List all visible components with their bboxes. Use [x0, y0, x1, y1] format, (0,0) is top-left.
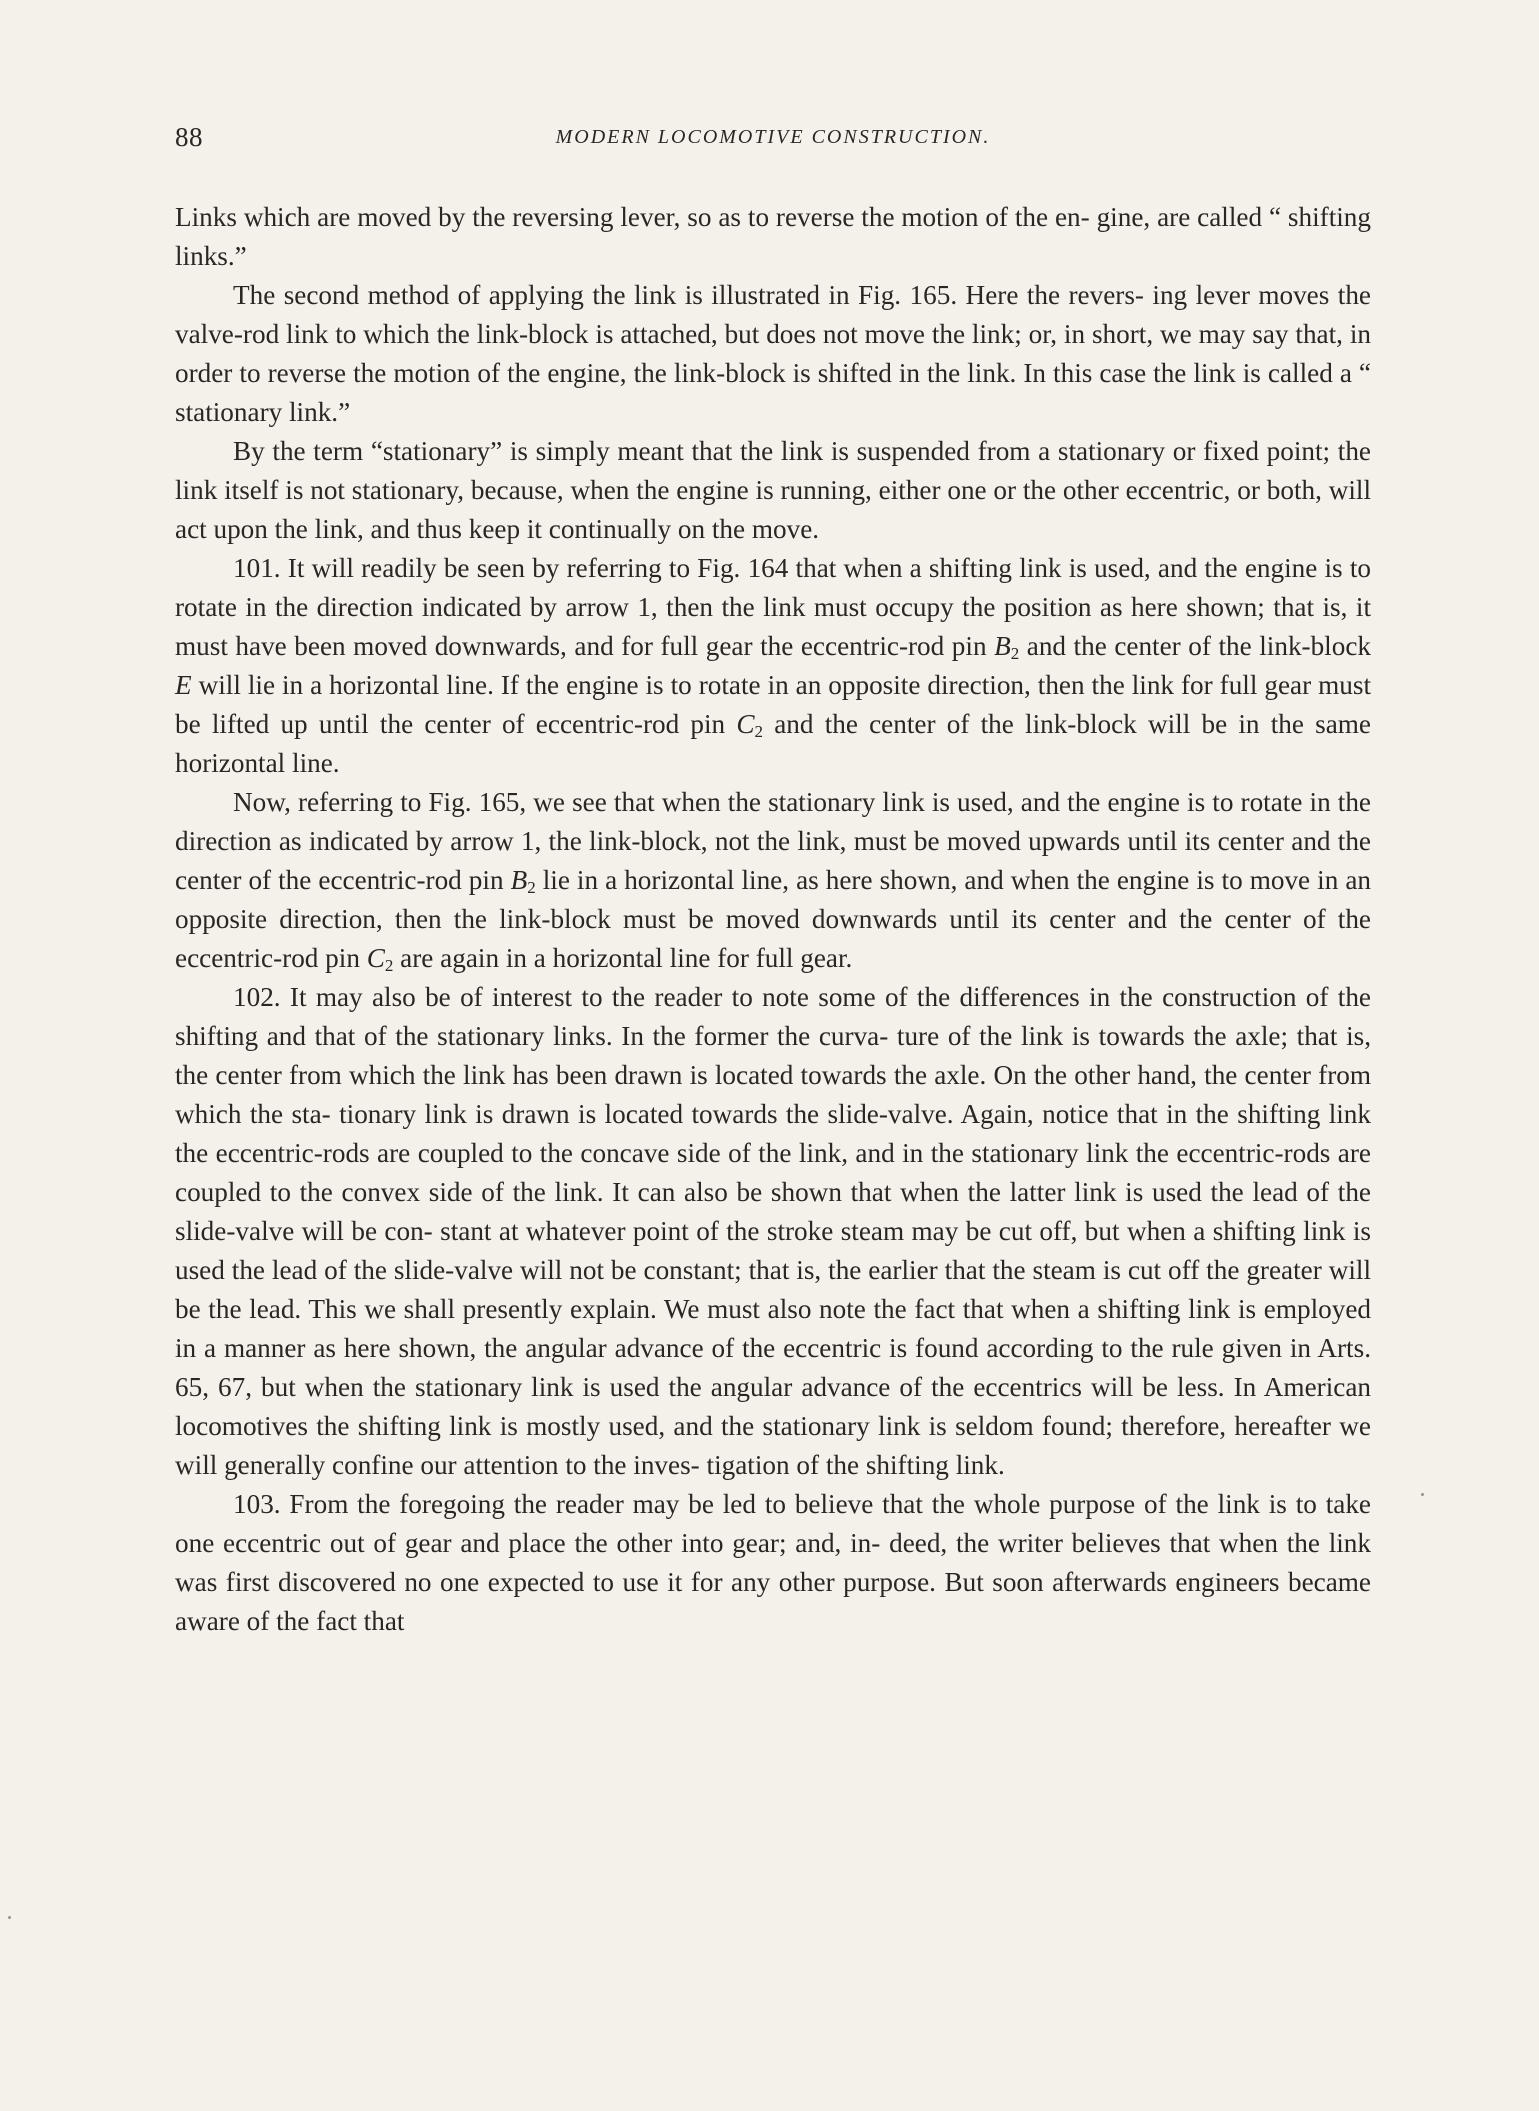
paragraph	[175, 978, 1371, 1485]
text-run: 102. It may also be of interest to the reader to note some of the differences in the construction of the shifting and that of the stationary links. In the former the curva- ture of the link is towards the axle; that is, the center from which the link has been drawn is located towards the axle. On the other hand, the center from which the sta- tionary link is drawn is located towards the slide-valve. Again, notice that in the shifting link the eccentric-rods are coupled to the concave side of the link, and in the stationary link the eccentric-rods are coupled to the convex side of the link. It can also be shown that when the latter link is used the lead of the slide-valve will be con- stant at whatever point of the stroke steam may be cut off, but when a shifting link is used the lead of the slide-valve will not be constant; that is, the earlier that the steam is cut off the greater will be the lead. This we shall presently explain. We must also note the fact that when a shifting link is employed in a manner as here shown, the angular advance of the eccentric is found according to the rule given in Arts. 65, 67, but when the stationary link is used the angular advance of the eccentrics will be less. In American locomotives the shifting link is mostly used, and the stationary link is seldom found; therefore, hereafter we will generally confine our attention to the inves- tigation of the shifting link.	[175, 982, 1371, 1480]
text-run: will lie in a horizontal line. If the engine is to rotate in an opposite direction, then the link for full gear must be lifted up until the center of eccentric-rod pin	[175, 670, 1371, 739]
paragraph	[175, 549, 1371, 783]
paragraph	[175, 276, 1371, 432]
italic-symbol: B	[510, 865, 528, 895]
paragraph	[175, 432, 1371, 549]
body-text	[175, 198, 1371, 1641]
running-head	[175, 118, 1371, 158]
text-run: The second method of applying the link is illustrated in Fig. 165. Here the revers- ing lever moves the valve-rod link to which the link-block is attached, but does not move the link; or, in short, we may say that, in order to reverse the motion of the engine, the link-block is shifted in the link. In this case the link is called a “ stationary link.”	[175, 280, 1371, 427]
text-run: and the center of the link-block	[1019, 631, 1371, 661]
text-run: By the term “stationary” is simply meant that the link is suspended from a stationary or fixed point; the link itself is not stationary, because, when the engine is running, either one or the other eccentric, or both, will act upon the link, and thus keep it continually on the move.	[175, 436, 1371, 544]
paragraph	[175, 1485, 1371, 1641]
page-number: 88	[175, 122, 203, 152]
text-run: lie in a horizontal line, as here shown, and when the engine is to move in an opposite direction, then the link-block must be moved downwards until its center and the center of the eccentric-rod pin	[175, 865, 1372, 973]
paragraph	[175, 783, 1371, 978]
text-run: 103. From the foregoing the reader may be led to believe that the whole purpose of the link is to take one eccentric out of gear and place the other into gear; and, in- deed, the writer believes that when the link was first discovered no one expected to use it for any other purpose. But soon afterwards engineers became aware of the fact that	[175, 1489, 1371, 1636]
subscript: 2	[1010, 644, 1020, 663]
page-speck	[8, 1916, 11, 1919]
text-run: are again in a horizontal line for full gear.	[393, 943, 853, 973]
subscript: 2	[527, 878, 536, 897]
italic-symbol: E	[175, 670, 192, 700]
text-run: Links which are moved by the reversing lever, so as to reverse the motion of the en- gine, are called “ shifting links.”	[175, 202, 1371, 271]
page-speck	[1421, 1493, 1424, 1496]
italic-symbol: C	[366, 943, 385, 973]
paragraph	[175, 198, 1371, 276]
subscript: 2	[754, 722, 764, 741]
text-run: Now, referring to Fig. 165, we see that when the stationary link is used, and the engine is to rotate in the direction as indicated by arrow 1, the link-block, not the link, must be moved upwards until its center and the center of the eccentric-rod pin	[175, 787, 1371, 895]
running-title: MODERN LOCOMOTIVE CONSTRUCTION.	[555, 126, 991, 148]
italic-symbol: B	[994, 631, 1011, 661]
subscript: 2	[384, 956, 394, 975]
book-page	[175, 118, 1371, 1641]
italic-symbol: C	[736, 709, 755, 739]
text-run: 101. It will readily be seen by referring to Fig. 164 that when a shifting link is used, and the engine is to rotate in the direction indicated by arrow 1, then the link must occupy the position as here shown; that is, it must have been moved downwards, and for full gear the eccentric-rod pin	[175, 553, 1371, 661]
text-run: and the center of the link-block will be in the same horizontal line.	[175, 709, 1371, 778]
